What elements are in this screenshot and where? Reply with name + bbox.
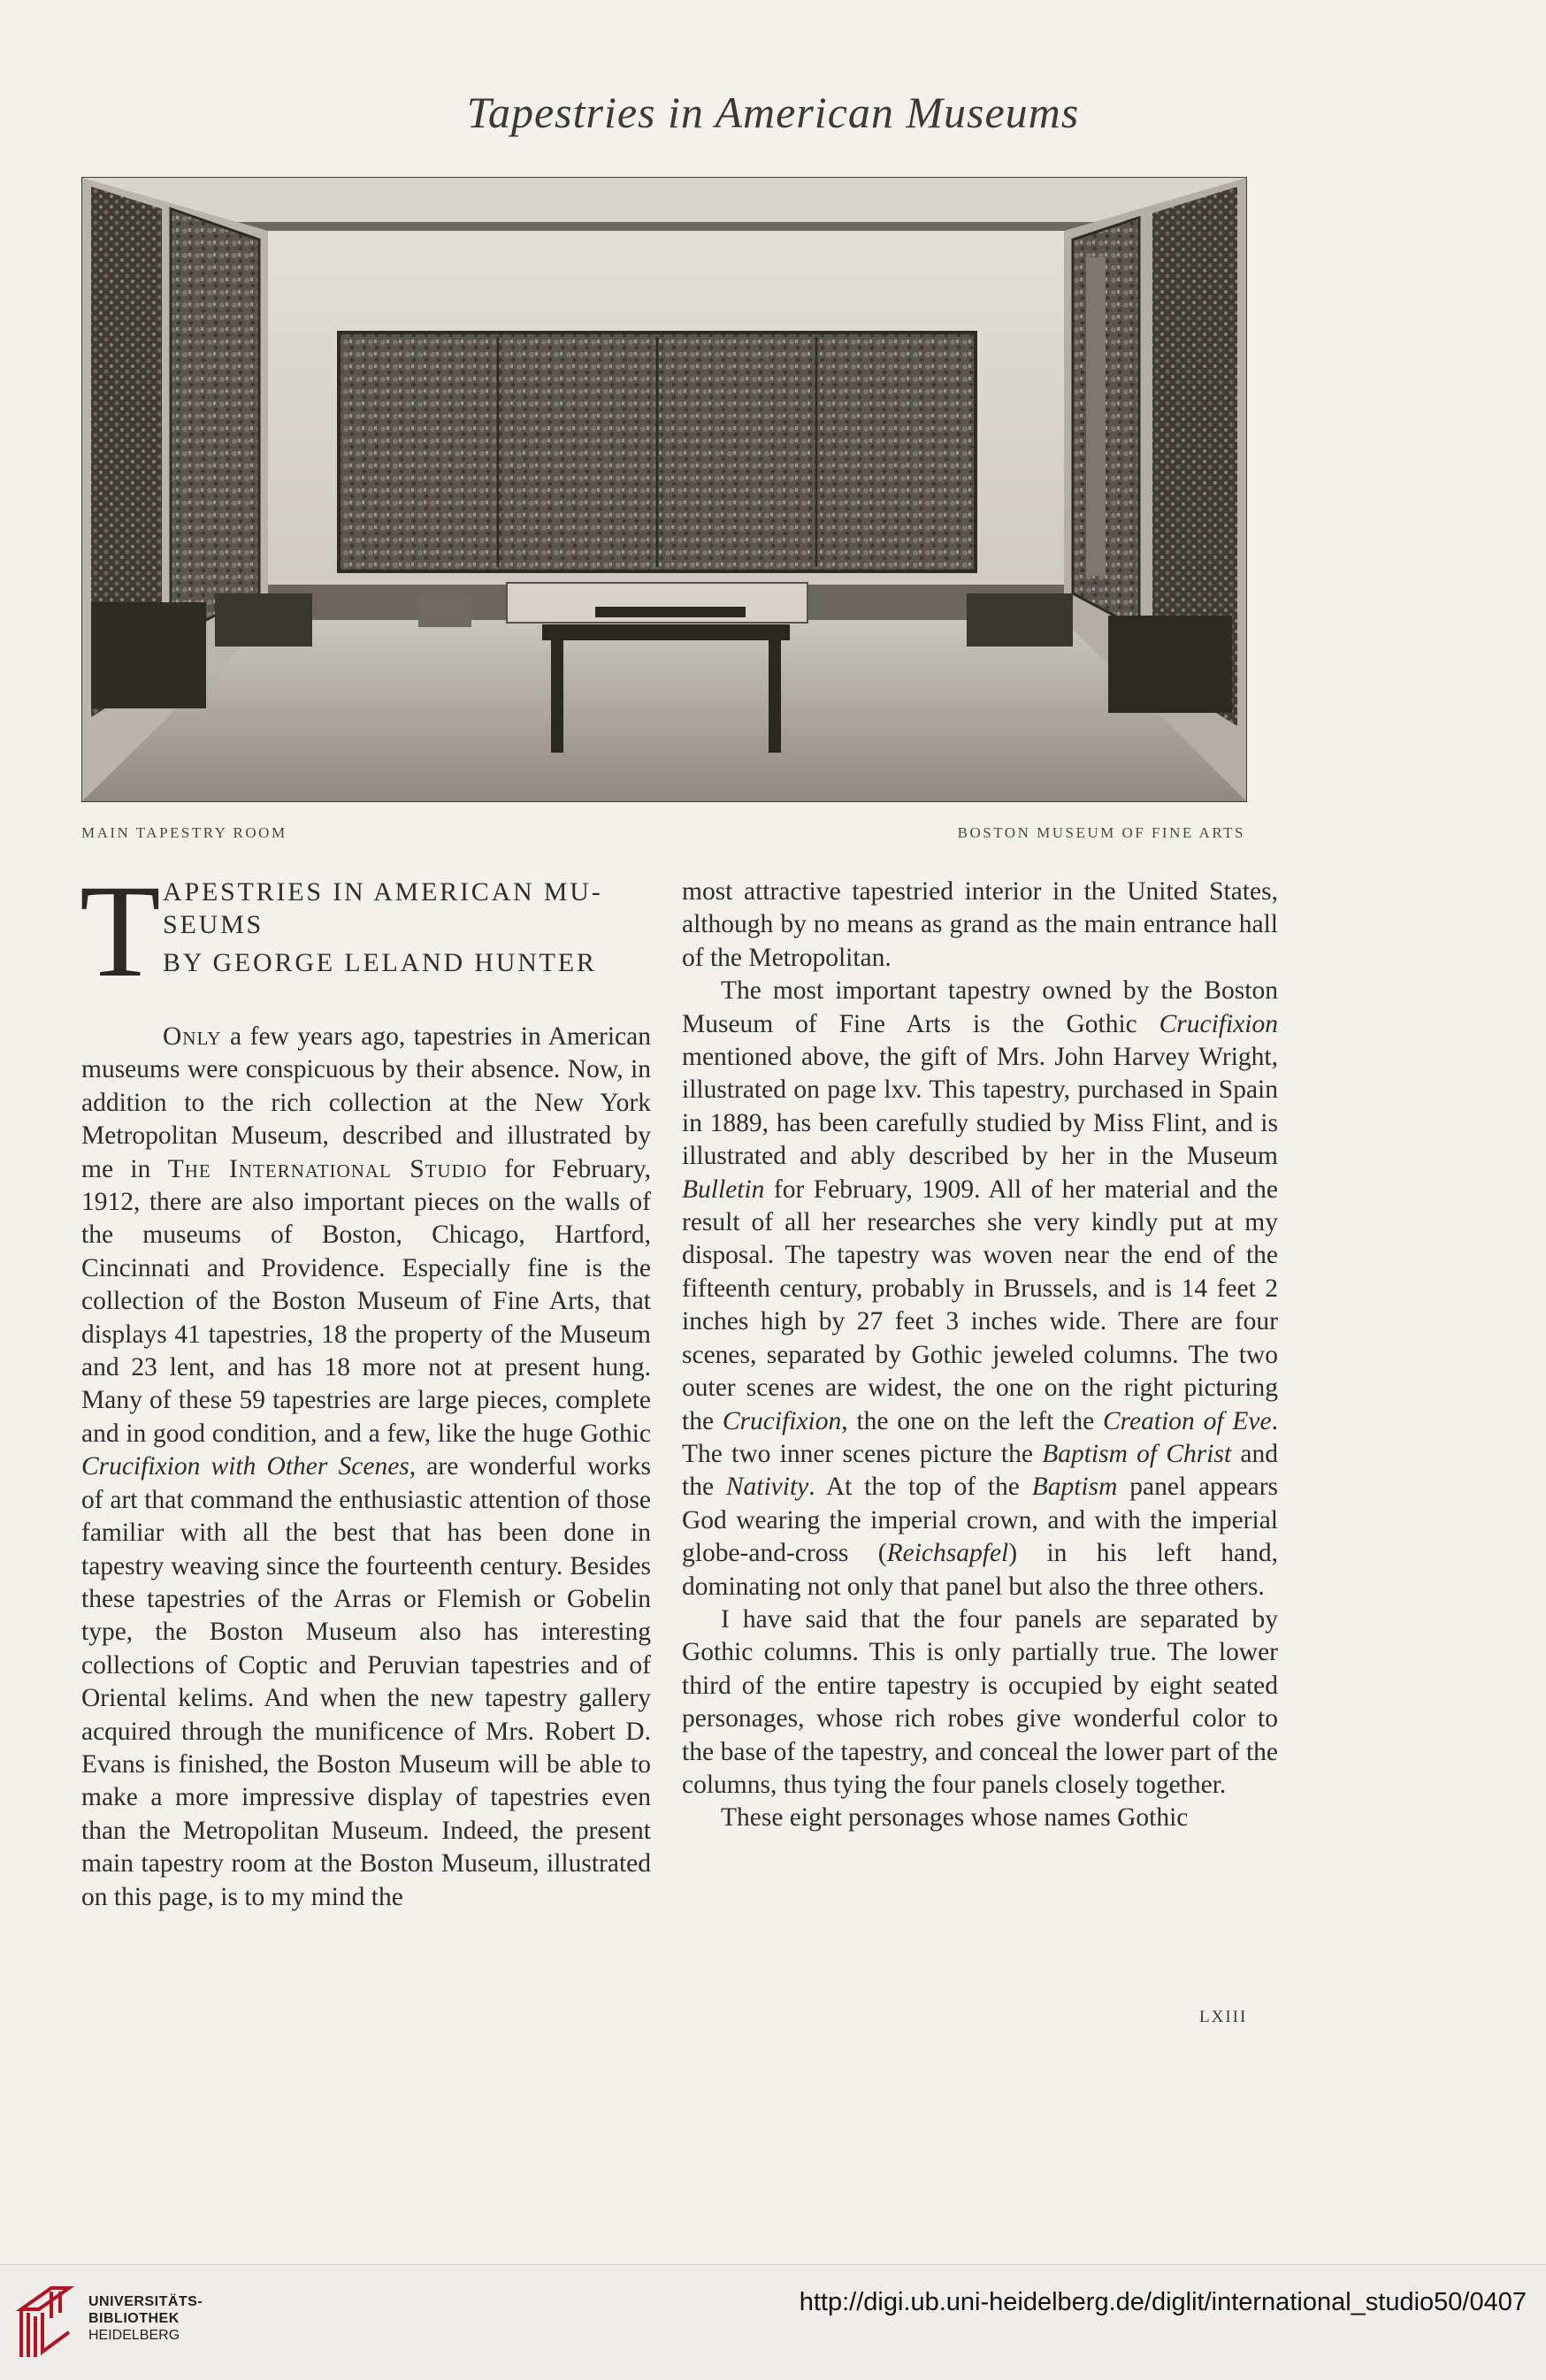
library-name: UNIVERSITÄTS- BIBLIOTHEK HEIDELBERG	[88, 2294, 203, 2343]
drop-cap: T	[80, 858, 161, 1005]
article-title	[80, 858, 651, 1005]
photo-caption-left: MAIN TAPESTRY ROOM	[81, 824, 287, 841]
title-line-2: SEUMS	[163, 910, 264, 939]
tapestry-room-photo	[81, 177, 1247, 802]
left-column	[80, 858, 651, 1914]
digitization-footer	[0, 2264, 1546, 2380]
running-head: Tapestries in American Museums	[466, 88, 1080, 137]
paragraph: The most important tapestry owned by the Boston Museum of Fine Arts is the Gothic Crucifixion mentioned above, the gift of Mrs. John Harvey Wright, illustrated on page lxv. This tapestry, purchased in Spain in 1889, has been carefully studied by Miss Flint, and is illustrated and ably described by her in the Museum Bulletin for February, 1909. All of her material and the result of all her researches she very kindly put at my disposal. The tapestry was woven near the end of the fifteenth century, probably in Brussels, and is 14 feet 2 inches high by 27 feet 3 inches wide. There are four scenes, separated by Gothic jeweled columns. The two outer scenes are widest, the one on the right picturing the Crucifixion, the one on the left the Creation of Eve. The two inner scenes picture the Baptism of Christ and the Nativity. At the top of the Baptism panel appears God wearing the imperial crown, and with the imperial globe-and-cross (Reichsapfel) in his left hand, dominating not only that panel but also the three others.	[682, 976, 1279, 1601]
library-logo-icon	[16, 2283, 78, 2362]
title-line-1: APESTRIES IN AMERICAN MU-	[163, 877, 603, 907]
photo-caption-right: BOSTON MUSEUM OF FINE ARTS	[957, 824, 1245, 841]
paragraph: I have said that the four panels are separated by Gothic columns. This is only partially true. The lower third of the entire tapestry is occupied by eight seated personages, whose rich robes give wonderful color to the base of the tapestry, and conceal the lower part of the columns, thus tying the four panels closely together.	[682, 1604, 1278, 1799]
source-url-link[interactable]: http://digi.ub.uni-heidelberg.de/diglit/international_studio50/0407	[799, 2288, 1527, 2316]
paragraph: These eight personages whose names Gothic	[721, 1803, 1189, 1833]
page-number: LXIII	[1199, 2008, 1248, 2026]
right-column	[682, 876, 1278, 1835]
byline: BY GEORGE LELAND HUNTER	[163, 948, 597, 977]
paragraph: Only a few years ago, tapestries in American museums were conspicuous by their absence. Now, in addition to the rich collection at the New York Metropolitan Museum, described and illustrated by me in The International Studio for February, 1912, there are also important pieces on the walls of the museums of Boston, Chicago, Hartford, Cincinnati and Providence. Especially fine is the collection of the Boston Museum of Fine Arts, that displays 41 tapestries, 18 the property of the Museum and 23 lent, and has 18 more not at present hung. Many of these 59 tapestries are large pieces, complete and in good condition, and a few, like the huge Gothic Crucifixion with Other Scenes, are wonderful works of art that command the enthusiastic attention of those familiar with all the best that has been done in tapestry weaving since the fourteenth century. Besides these tapestries of the Arras or Flemish or Gobelin type, the Boston Museum also has interesting collections of Coptic and Peruvian tapestries and of Oriental kelims. And when the new tapestry gallery acquired through the munificence of Mrs. Robert D. Evans is finished, the Boston Museum will be able to make a more impressive display of tapestries even than the Metropolitan Museum. Indeed, the present main tapestry room at the Boston Museum, illustrated on this page, is to my mind the	[81, 1022, 651, 1911]
paragraph: most attractive tapestried interior in the United States, although by no means as grand as the main entrance hall of the Metropolitan.	[682, 877, 1278, 972]
